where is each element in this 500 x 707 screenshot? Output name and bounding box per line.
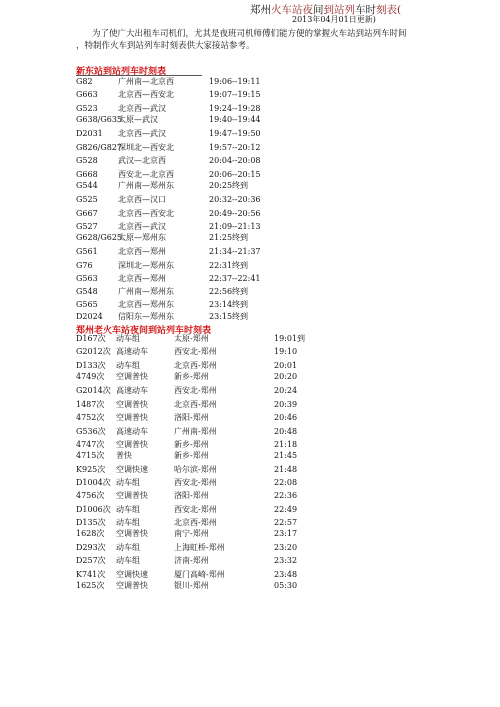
train-number: G544 (76, 181, 98, 190)
arrival-time: 20:46 (274, 413, 298, 422)
table-row (0, 346, 500, 357)
train-type: 普快 (116, 451, 132, 460)
route: 哈尔滨-郑州 (174, 465, 217, 474)
route: 洛阳-郑州 (174, 491, 209, 500)
route: 上海虹桥-郑州 (174, 543, 225, 552)
train-number: 1628次 (76, 529, 105, 538)
intro-line-2: ，特制作火车到站列车时刻表供大家接站参考。 (76, 41, 255, 51)
arrival-time: 22:49 (274, 505, 298, 514)
arrival-time: 22:56终到 (209, 287, 249, 296)
train-number: 1625次 (76, 581, 105, 590)
table-row (0, 412, 500, 423)
train-number: D293次 (76, 543, 106, 552)
update-date: 2013年04月01日更新) (292, 15, 376, 24)
train-number: G2014次 (76, 386, 111, 395)
table-row (0, 439, 500, 450)
table-row (0, 569, 500, 580)
train-type: 空调快速 (116, 570, 148, 579)
route: 北京西-郑州 (174, 400, 217, 409)
arrival-time: 20:20 (274, 372, 298, 381)
arrival-time: 20:04--20:08 (209, 156, 261, 165)
document-title: 郑州火车站夜间到站列车时刻表( (250, 4, 402, 16)
train-number: G663 (76, 90, 98, 99)
train-number: G536次 (76, 427, 106, 436)
route: 新乡-郑州 (174, 451, 209, 460)
route: 广州南—北京西 (118, 77, 174, 86)
arrival-time: 19:10 (274, 347, 298, 356)
table-row (0, 385, 500, 396)
train-number: D257次 (76, 556, 106, 565)
table-row (0, 232, 500, 243)
train-type: 空调普快 (116, 400, 148, 409)
train-number: 4747次 (76, 440, 105, 449)
table-row (0, 128, 500, 139)
route: 广州南—郑州东 (118, 287, 174, 296)
arrival-time: 22:36 (274, 491, 298, 500)
route: 北京西—西安北 (118, 90, 174, 99)
arrival-time: 23:20 (274, 543, 298, 552)
route: 厦门高崎-郑州 (174, 570, 225, 579)
train-number: D2024 (76, 312, 103, 321)
route: 北京西—武汉 (118, 222, 166, 231)
table-row (0, 517, 500, 528)
table-row (0, 299, 500, 310)
table-row (0, 273, 500, 284)
train-type: 动车组 (116, 543, 140, 552)
train-type: 动车组 (116, 334, 140, 343)
route: 深圳北—西安北 (118, 143, 174, 152)
arrival-time: 21:09--21:13 (209, 222, 261, 231)
arrival-time: 05:30 (274, 581, 298, 590)
train-number: 1487次 (76, 400, 105, 409)
table-row (0, 360, 500, 371)
table-row (0, 260, 500, 271)
train-number: G667 (76, 209, 98, 218)
route: 西安北-郑州 (174, 505, 217, 514)
train-number: G528 (76, 156, 98, 165)
arrival-time: 20:48 (274, 427, 298, 436)
arrival-time: 23:32 (274, 556, 298, 565)
east-station-heading: 新东站到站列车时刻表 (76, 67, 167, 77)
route: 新乡-郑州 (174, 440, 209, 449)
train-number: K741次 (76, 570, 106, 579)
arrival-time: 22:37--22:41 (209, 274, 261, 283)
train-number: 4756次 (76, 491, 105, 500)
train-number: G668 (76, 170, 98, 179)
table-row (0, 311, 500, 322)
train-number: G76 (76, 261, 93, 270)
arrival-time: 19:24--19:28 (209, 104, 261, 113)
table-row (0, 477, 500, 488)
old-station-heading: 郑州老火车站夜间到站列车时刻表 (76, 326, 212, 336)
arrival-time: 23:14终到 (209, 300, 249, 309)
route: 北京西—郑州 (118, 247, 166, 256)
train-type: 动车组 (116, 478, 140, 487)
table-row (0, 142, 500, 153)
train-type: 空调普快 (116, 491, 148, 500)
route: 新乡-郑州 (174, 372, 209, 381)
route: 南宁-郑州 (174, 529, 209, 538)
table-row (0, 555, 500, 566)
arrival-time: 19:47--19:50 (209, 129, 261, 138)
train-number: K925次 (76, 465, 106, 474)
arrival-time: 21:48 (274, 465, 298, 474)
arrival-time: 19:01到 (274, 334, 306, 343)
train-number: D1006次 (76, 505, 111, 514)
train-type: 空调普快 (116, 372, 148, 381)
train-type: 空调快速 (116, 465, 148, 474)
route: 济南-郑州 (174, 556, 209, 565)
arrival-time: 22:57 (274, 518, 298, 527)
route: 太原-郑州 (174, 334, 209, 343)
train-number: G523 (76, 104, 98, 113)
arrival-time: 21:25终到 (209, 233, 249, 242)
train-number: D167次 (76, 334, 106, 343)
route: 太原—武汉 (118, 115, 158, 124)
arrival-time: 19:40--19:44 (209, 115, 261, 124)
table-row (0, 155, 500, 166)
table-row (0, 399, 500, 410)
table-row (0, 246, 500, 257)
train-type: 空调普快 (116, 440, 148, 449)
train-number: G82 (76, 77, 93, 86)
route: 洛阳-郑州 (174, 413, 209, 422)
arrival-time: 22:08 (274, 478, 298, 487)
route: 武汉—北京西 (118, 156, 166, 165)
table-row (0, 194, 500, 205)
train-number: G826/G827 (76, 143, 123, 152)
arrival-time: 21:45 (274, 451, 298, 460)
train-number: 4715次 (76, 451, 105, 460)
train-number: 4749次 (76, 372, 105, 381)
arrival-time: 23:17 (274, 529, 298, 538)
train-type: 高速动车 (116, 386, 148, 395)
arrival-time: 19:57--20:12 (209, 143, 261, 152)
route: 银川-郑州 (174, 581, 209, 590)
train-number: G525 (76, 195, 98, 204)
train-type: 空调普快 (116, 413, 148, 422)
table-row (0, 542, 500, 553)
train-number: G565 (76, 300, 98, 309)
arrival-time: 19:07--19:15 (209, 90, 261, 99)
table-row (0, 426, 500, 437)
table-row (0, 169, 500, 180)
table-row (0, 490, 500, 501)
route: 北京西—郑州 (118, 274, 166, 283)
arrival-time: 20:24 (274, 386, 298, 395)
table-row (0, 114, 500, 125)
route: 广州南-郑州 (174, 427, 217, 436)
table-row (0, 89, 500, 100)
train-number: 4752次 (76, 413, 105, 422)
train-type: 空调普快 (116, 581, 148, 590)
route: 北京西-郑州 (174, 518, 217, 527)
train-number: G561 (76, 247, 98, 256)
train-number: G548 (76, 287, 98, 296)
train-type: 高速动车 (116, 427, 148, 436)
train-type: 动车组 (116, 556, 140, 565)
route: 西安北—北京西 (118, 170, 174, 179)
train-number: D133次 (76, 361, 106, 370)
table-row (0, 286, 500, 297)
train-type: 动车组 (116, 361, 140, 370)
train-number: G527 (76, 222, 98, 231)
train-type: 空调普快 (116, 529, 148, 538)
arrival-time: 20:49--20:56 (209, 209, 261, 218)
table-row (0, 371, 500, 382)
route: 信阳东—郑州东 (118, 312, 174, 321)
arrival-time: 20:06--20:15 (209, 170, 261, 179)
train-type: 动车组 (116, 505, 140, 514)
table-row (0, 464, 500, 475)
train-number: G638/G635 (76, 115, 123, 124)
route: 太原—郑州东 (118, 233, 166, 242)
train-number: D135次 (76, 518, 106, 527)
table-row (0, 333, 500, 344)
route: 西安北-郑州 (174, 478, 217, 487)
arrival-time: 20:39 (274, 400, 298, 409)
table-row (0, 580, 500, 591)
table-row (0, 76, 500, 87)
arrival-time: 20:25终到 (209, 181, 249, 190)
table-row (0, 103, 500, 114)
intro-line-1: 为了使广大出租车司机们，尤其是夜班司机师傅们能方便的掌握火车站到站列车时间 (92, 29, 407, 39)
table-row (0, 504, 500, 515)
table-row (0, 180, 500, 191)
train-type: 动车组 (116, 518, 140, 527)
table-row (0, 450, 500, 461)
route: 北京西—武汉 (118, 104, 166, 113)
arrival-time: 23:48 (274, 570, 298, 579)
train-number: G2012次 (76, 347, 111, 356)
route: 西安北-郑州 (174, 347, 217, 356)
train-number: G563 (76, 274, 98, 283)
arrival-time: 19:06--19:11 (209, 77, 261, 86)
route: 北京西—汉口 (118, 195, 166, 204)
table-row (0, 528, 500, 539)
arrival-time: 21:34--21:37 (209, 247, 261, 256)
arrival-time: 20:32--20:36 (209, 195, 261, 204)
route: 广州南—郑州东 (118, 181, 174, 190)
route: 北京西—郑州东 (118, 300, 174, 309)
table-row (0, 208, 500, 219)
arrival-time: 23:15终到 (209, 312, 249, 321)
train-type: 高速动车 (116, 347, 148, 356)
route: 北京西—武汉 (118, 129, 166, 138)
train-number: D2031 (76, 129, 103, 138)
route: 深圳北—郑州东 (118, 261, 174, 270)
arrival-time: 20:01 (274, 361, 298, 370)
route: 北京西-郑州 (174, 361, 217, 370)
train-number: D1004次 (76, 478, 111, 487)
route: 北京西—西安北 (118, 209, 174, 218)
table-row (0, 221, 500, 232)
route: 西安北-郑州 (174, 386, 217, 395)
arrival-time: 22:31终到 (209, 261, 249, 270)
arrival-time: 21:18 (274, 440, 298, 449)
train-number: G628/G625 (76, 233, 123, 242)
